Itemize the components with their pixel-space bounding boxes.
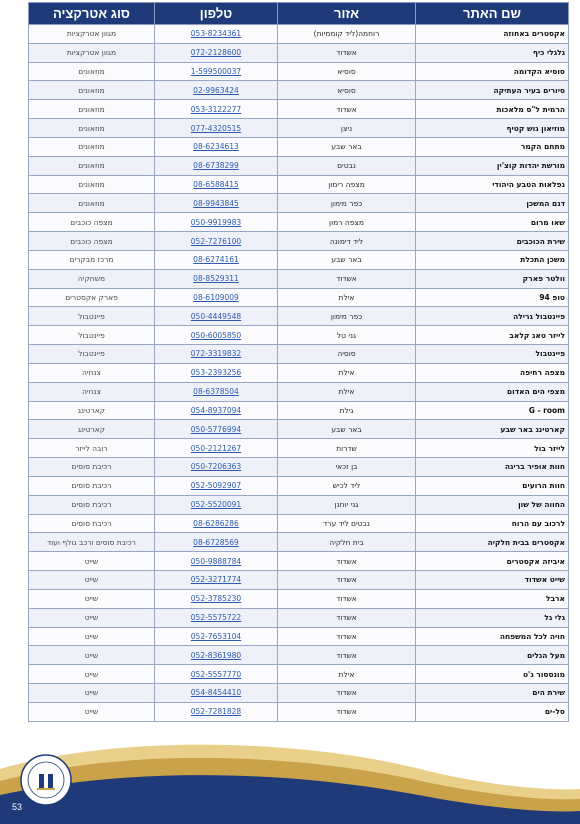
cell-phone-link[interactable]: 1-599500037 [155, 62, 278, 81]
table-row [29, 213, 569, 232]
table-row [29, 81, 569, 100]
table-row [29, 288, 569, 307]
cell-site-name: משכן התכלת [416, 250, 569, 269]
cell-phone-link[interactable]: 052-3271774 [155, 571, 278, 590]
table-row [29, 137, 569, 156]
cell-attraction-type: מוזאונים [29, 119, 155, 138]
cell-attraction-type: מוזאונים [29, 100, 155, 119]
cell-site-name: דגם המשכן [416, 194, 569, 213]
cell-attraction-type: מצפה כוכבים [29, 232, 155, 251]
cell-phone-link[interactable]: 052-7653104 [155, 627, 278, 646]
table-row [29, 363, 569, 382]
cell-phone-link[interactable]: 08-8529311 [155, 269, 278, 288]
cell-attraction-type: מוזאונים [29, 175, 155, 194]
table-row [29, 571, 569, 590]
table-header-row [29, 3, 569, 25]
table-row [29, 665, 569, 684]
cell-site-name: G - room [416, 401, 569, 420]
cell-attraction-type: משחקיה [29, 269, 155, 288]
cell-phone-link[interactable]: 054-8937094 [155, 401, 278, 420]
table-row [29, 514, 569, 533]
table-row [29, 702, 569, 721]
cell-site-name: נפלאות הטבע היהודי [416, 175, 569, 194]
cell-attraction-type: פארק אקסטרים [29, 288, 155, 307]
table-body [29, 25, 569, 722]
header-name: שם האתר [416, 3, 569, 25]
cell-phone-link[interactable]: 02-9963424 [155, 81, 278, 100]
cell-attraction-type: רובה לייזר [29, 439, 155, 458]
table-row [29, 156, 569, 175]
cell-area: נבטים ליד ערד [278, 514, 416, 533]
cell-area: אשדוד [278, 702, 416, 721]
cell-area: שדרות [278, 439, 416, 458]
cell-attraction-type: פיינטבול [29, 345, 155, 364]
cell-area: נבטים [278, 156, 416, 175]
cell-site-name: מונססור ג'ט [416, 665, 569, 684]
cell-area: בית חלקיה [278, 533, 416, 552]
cell-phone-link[interactable]: 052-5575722 [155, 608, 278, 627]
table-row [29, 307, 569, 326]
page-number: 53 [12, 802, 23, 812]
cell-area: בן זכאי [278, 458, 416, 477]
cell-phone-link[interactable]: 052-5520091 [155, 495, 278, 514]
cell-attraction-type: שייט [29, 608, 155, 627]
cell-attraction-type: שייט [29, 571, 155, 590]
cell-attraction-type: שייט [29, 627, 155, 646]
cell-area: אשדוד [278, 646, 416, 665]
cell-attraction-type: פיינטבול [29, 326, 155, 345]
table-row [29, 401, 569, 420]
cell-phone-link[interactable]: 08-6234613 [155, 137, 278, 156]
header-area: אזור [278, 3, 416, 25]
cell-area: אשדוד [278, 589, 416, 608]
cell-site-name: מצפי הים האדום [416, 382, 569, 401]
table-row [29, 646, 569, 665]
cell-area: אשדוד [278, 608, 416, 627]
cell-attraction-type: קארטינג [29, 401, 155, 420]
cell-site-name: שירת הים [416, 683, 569, 702]
cell-site-name: לייזר טאג קלאב [416, 326, 569, 345]
cell-attraction-type: צנחיה [29, 363, 155, 382]
cell-site-name: קארטינג באר שבע [416, 420, 569, 439]
cell-attraction-type: שייט [29, 589, 155, 608]
cell-site-name: מצפה רחיפה [416, 363, 569, 382]
cell-phone-link[interactable]: 072-2128600 [155, 43, 278, 62]
cell-area: אשדוד [278, 269, 416, 288]
cell-phone-link[interactable]: 08-6588415 [155, 175, 278, 194]
table-row [29, 43, 569, 62]
cell-phone-link[interactable]: 052-7281828 [155, 702, 278, 721]
table-row [29, 345, 569, 364]
attractions-table [28, 2, 569, 722]
cell-area: אשדוד [278, 571, 416, 590]
cell-attraction-type: קארטינג [29, 420, 155, 439]
cell-phone-link[interactable]: 050-2121267 [155, 439, 278, 458]
footer-wave-decoration [0, 729, 580, 824]
cell-area: אשדוד [278, 552, 416, 571]
table-row [29, 495, 569, 514]
header-type: סוג אטרקציה [29, 3, 155, 25]
cell-site-name: לרכוב עם הרוח [416, 514, 569, 533]
cell-site-name: שייט אשדוד [416, 571, 569, 590]
cell-phone-link[interactable]: 052-5557770 [155, 665, 278, 684]
cell-phone-link[interactable]: 050-4449548 [155, 307, 278, 326]
cell-phone-link[interactable]: 053-8234361 [155, 25, 278, 44]
table-row [29, 458, 569, 477]
cell-area: באר שבע [278, 250, 416, 269]
cell-phone-link[interactable]: 050-9888784 [155, 552, 278, 571]
cell-attraction-type: רכיבת סוסים [29, 476, 155, 495]
cell-attraction-type: שייט [29, 702, 155, 721]
cell-site-name: גלגלי כיף [416, 43, 569, 62]
table-row [29, 25, 569, 44]
cell-site-name: איביזה אקסטרים [416, 552, 569, 571]
table-row [29, 608, 569, 627]
cell-site-name: סל-ים [416, 702, 569, 721]
cell-site-name: ארבל [416, 589, 569, 608]
cell-attraction-type: מוזאונים [29, 194, 155, 213]
cell-attraction-type: רכיבת סוסים ורכב גולף ועוד [29, 533, 155, 552]
cell-area: סוסיא [278, 81, 416, 100]
cell-site-name: חוות אופיר בריגה [416, 458, 569, 477]
cell-area: אילת [278, 665, 416, 684]
cell-phone-link[interactable]: 052-7276100 [155, 232, 278, 251]
cell-attraction-type: מגוון אטרקציות [29, 43, 155, 62]
cell-phone-link[interactable]: 050-7206363 [155, 458, 278, 477]
cell-area: סוסיה [278, 345, 416, 364]
table-row [29, 683, 569, 702]
table-row [29, 326, 569, 345]
table-row [29, 439, 569, 458]
cell-site-name: החווה של שון [416, 495, 569, 514]
table-row [29, 589, 569, 608]
cell-phone-link[interactable]: 072-3319832 [155, 345, 278, 364]
cell-attraction-type: מוזאונים [29, 156, 155, 175]
table-row [29, 194, 569, 213]
cell-area: גילת [278, 401, 416, 420]
cell-phone-link[interactable]: 052-5092907 [155, 476, 278, 495]
cell-site-name: מורשת יהדות קוצ'ין [416, 156, 569, 175]
table-row [29, 175, 569, 194]
cell-attraction-type: רכיבת סוסים [29, 514, 155, 533]
cell-phone-link[interactable]: 053-3122277 [155, 100, 278, 119]
cell-area: כפר מימון [278, 194, 416, 213]
cell-attraction-type: מוזאונים [29, 137, 155, 156]
cell-site-name: שירת הכוכבים [416, 232, 569, 251]
cell-attraction-type: מרכז מבקרים [29, 250, 155, 269]
cell-attraction-type: מצפה כוכבים [29, 213, 155, 232]
header-phone: טלפון [155, 3, 278, 25]
cell-area: גני טל [278, 326, 416, 345]
table-row [29, 250, 569, 269]
cell-phone-link[interactable]: 08-6728569 [155, 533, 278, 552]
table-row [29, 533, 569, 552]
table-row [29, 552, 569, 571]
cell-area: באר שבע [278, 420, 416, 439]
cell-site-name: אקסטרים באחוזה [416, 25, 569, 44]
cell-site-name: וולטר פארק [416, 269, 569, 288]
cell-phone-link[interactable]: 08-9943845 [155, 194, 278, 213]
cell-attraction-type: פיינטבול [29, 307, 155, 326]
cell-phone-link[interactable]: 052-8361980 [155, 646, 278, 665]
cell-phone-link[interactable]: 053-2393256 [155, 363, 278, 382]
cell-area: ליד לכיש [278, 476, 416, 495]
cell-site-name: סוסיא הקדומה [416, 62, 569, 81]
table-row [29, 627, 569, 646]
table-row [29, 269, 569, 288]
cell-phone-link[interactable]: 050-6005850 [155, 326, 278, 345]
cell-site-name: פיינטבול גרילה [416, 307, 569, 326]
cell-site-name: לייזר בול [416, 439, 569, 458]
table-row [29, 382, 569, 401]
cell-attraction-type: צנחיה [29, 382, 155, 401]
table-row [29, 119, 569, 138]
cell-attraction-type: שייט [29, 683, 155, 702]
cell-phone-link[interactable]: 052-3785230 [155, 589, 278, 608]
cell-phone-link[interactable]: 077-4320515 [155, 119, 278, 138]
cell-site-name: מוזיאון גוש קטיף [416, 119, 569, 138]
cell-attraction-type: מגוון אטרקציות [29, 25, 155, 44]
cell-site-name: פיינטבול [416, 345, 569, 364]
cell-attraction-type: שייט [29, 552, 155, 571]
table-row [29, 100, 569, 119]
table-row [29, 62, 569, 81]
cell-site-name: מתחם הקמר [416, 137, 569, 156]
cell-site-name: שאו מרום [416, 213, 569, 232]
cell-area: אילת [278, 363, 416, 382]
cell-area: אשדוד [278, 100, 416, 119]
cell-phone-link[interactable]: 08-6286286 [155, 514, 278, 533]
cell-phone-link[interactable]: 08-6109009 [155, 288, 278, 307]
cell-area: באר שבע [278, 137, 416, 156]
cell-site-name: חוות הרועים [416, 476, 569, 495]
cell-site-name: אקסטרים בבית חלקיה [416, 533, 569, 552]
table-row [29, 232, 569, 251]
cell-phone-link[interactable]: 08-6738299 [155, 156, 278, 175]
cell-site-name: סיורים בעיר העתיקה [416, 81, 569, 100]
cell-attraction-type: מוזאונים [29, 62, 155, 81]
cell-area: סוסיא [278, 62, 416, 81]
cell-site-name: הרמית ל"ס מלאכות [416, 100, 569, 119]
cell-area: אשדוד [278, 627, 416, 646]
table-row [29, 476, 569, 495]
cell-attraction-type: מוזאונים [29, 81, 155, 100]
cell-attraction-type: שייט [29, 665, 155, 684]
cell-phone-link[interactable]: 054-8454410 [155, 683, 278, 702]
cell-attraction-type: רכיבת סוסים [29, 458, 155, 477]
cell-attraction-type: רכיבת סוסים [29, 495, 155, 514]
cell-area: גני יוחנן [278, 495, 416, 514]
cell-site-name: גלי גל [416, 608, 569, 627]
cell-phone-link[interactable]: 08-6274161 [155, 250, 278, 269]
cell-site-name: מעל הגלים [416, 646, 569, 665]
cell-area: כפר מימון [278, 307, 416, 326]
cell-area: רוחמה(ליד קוממיות) [278, 25, 416, 44]
cell-site-name: טופ 94 [416, 288, 569, 307]
cell-site-name: חויה לכל המשפחה [416, 627, 569, 646]
cell-area: ליד דימונה [278, 232, 416, 251]
cell-area: אילת [278, 382, 416, 401]
cell-phone-link[interactable]: 050-5776994 [155, 420, 278, 439]
cell-area: מצפה רמון [278, 213, 416, 232]
cell-area: ניצן [278, 119, 416, 138]
cell-attraction-type: שייט [29, 646, 155, 665]
organization-seal-logo [20, 754, 72, 806]
cell-area: אילת [278, 288, 416, 307]
cell-phone-link[interactable]: 08-6378504 [155, 382, 278, 401]
cell-area: אשדוד [278, 683, 416, 702]
cell-phone-link[interactable]: 050-9919983 [155, 213, 278, 232]
table-row [29, 420, 569, 439]
cell-area: מצפה רימון [278, 175, 416, 194]
cell-area: אשדוד [278, 43, 416, 62]
